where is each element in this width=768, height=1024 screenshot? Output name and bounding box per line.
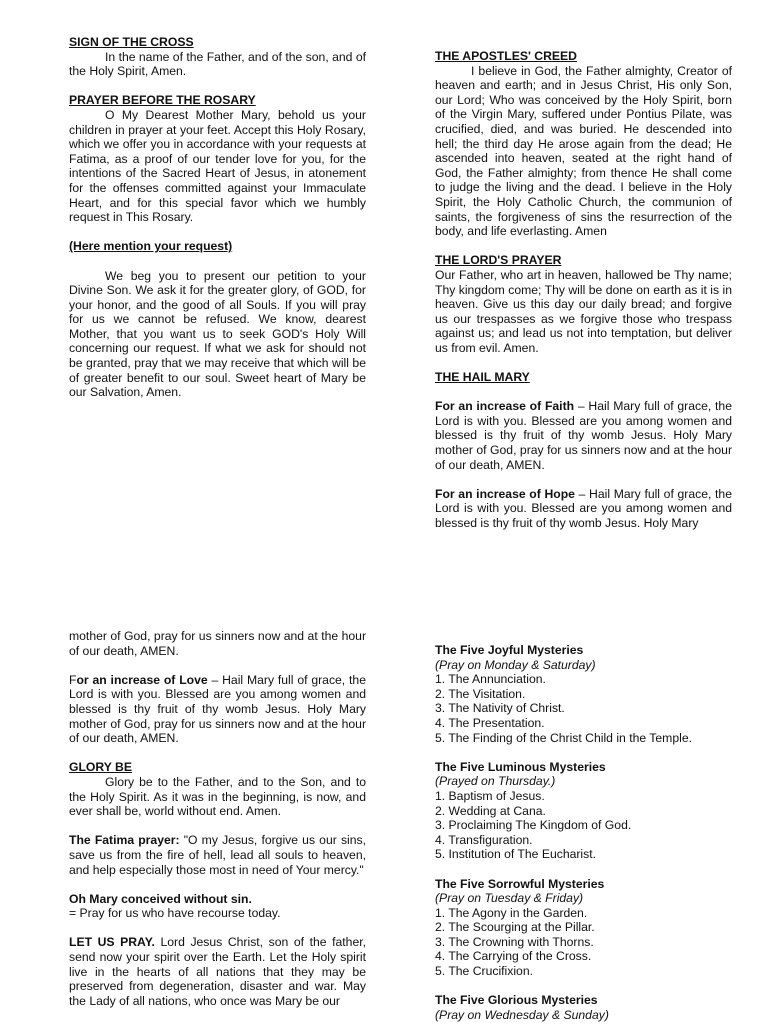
hope-label: For an increase of Hope	[435, 486, 575, 501]
fatima-label: The Fatima prayer:	[69, 833, 180, 848]
bottom-left-column	[69, 629, 366, 1008]
list-item: 4. Transfiguration.	[435, 832, 533, 847]
luminous-title: The Five Luminous Mysteries	[435, 759, 606, 774]
lords-prayer-text: Our Father, who art in heaven, hallowed be Thy name; Thy kingdom come; Thy will be done on earth as it is in heaven. Give us this day our daily bread; and forgive us our trespasses as we forgive those who trespass against us; and lead us not into temptation, but deliver us from evil. Amen.	[435, 267, 732, 355]
list-item: 5. The Finding of the Christ Child in the Temple.	[435, 730, 692, 745]
sorrowful-days: (Pray on Tuesday & Friday)	[435, 891, 584, 906]
prayer-rosary-text: O My Dearest Mother Mary, behold us your children in prayer at your feet. Accept this Holy Rosary, which we offer you in accordance with your requests at Fatima, as a proof of our tender love for you, for the intentions of the Sacred Heart of Jesus, in atonement for the offenses committed against your Immaculate Heart, and for this special favor which we humbly request in This Rosary.	[69, 107, 366, 225]
creed-text: I believe in God, the Father almighty, Creator of heaven and earth; and in Jesus Christ, His only Son, our Lord; Who was conceived by the Holy Spirit, born of the Virgin Mary, suffered under Pontius Pilate, was crucified, died, and was buried. He descended into hell; the third day He arose again from the dead; He ascended into heaven, seated at the right hand of God, the Father almighty; from thence He shall come to judge the living and the dead. I believe in the Holy Spirit, the Holy Catholic Church, the communion of saints, the forgiveness of sins the resurrection of the body, and life everlasting. Amen	[435, 63, 732, 239]
let-us-pray-text: Lord Jesus Christ, son of the father, send now your spirit over the Earth. Let the Holy spirit live in the hearts of all nations that they may be preserved from degeneration, disaster and war. May the Lady of all nations, who once was Mary be our	[69, 935, 367, 1008]
sign-of-cross-heading: SIGN OF THE CROSS	[69, 35, 194, 49]
conceived-text: Oh Mary conceived without sin.	[69, 891, 252, 906]
conceived-response: = Pray for us who have recourse today.	[69, 906, 281, 921]
glorious-days: (Pray on Wednesday & Sunday)	[435, 1007, 609, 1022]
faith-text: – Hail Mary full of grace, the Lord is with you. Blessed are you among women and blessed is thy fruit of thy womb Jesus. Holy Mary mother of God, pray for us sinners now and at the hour of our death, AMEN.	[435, 399, 732, 472]
list-item: 3. The Nativity of Christ.	[435, 701, 565, 716]
glory-heading: GLORY BE	[69, 760, 132, 775]
list-item: 3. The Crowning with Thorns.	[435, 934, 594, 949]
lords-prayer-heading: THE LORD'S PRAYER	[435, 253, 562, 268]
list-item: 1. Baptism of Jesus.	[435, 788, 545, 803]
top-left-column	[69, 35, 366, 400]
list-item: 2. The Visitation.	[435, 686, 526, 701]
fatima-text: "O my Jesus, forgive us our sins, save us from the fire of hell, lead all souls to heaven, and help especially those most in need of Your mercy."	[69, 833, 367, 877]
conceived-line	[69, 892, 366, 907]
glorious-title: The Five Glorious Mysteries	[435, 993, 598, 1008]
glory-text: Glory be to the Father, and to the Son, and to the Holy Spirit. As it was in the beginning, is now, and ever shall be, world without end. Amen.	[69, 774, 366, 819]
request-note: (Here mention your request)	[69, 239, 233, 254]
love-paragraph	[69, 673, 366, 746]
list-item: 5. The Crucifixion.	[435, 964, 533, 979]
list-item: 2. Wedding at Cana.	[435, 803, 546, 818]
joyful-days: (Pray on Monday & Saturday)	[435, 657, 596, 672]
joyful-title: The Five Joyful Mysteries	[435, 643, 584, 657]
fatima-paragraph	[69, 833, 366, 877]
love-label: or an increase of Love	[76, 672, 208, 687]
creed-heading: THE APOSTLES' CREED	[435, 49, 577, 63]
sign-of-cross-text: In the name of the Father, and of the son, and of the Holy Spirit, Amen.	[69, 49, 366, 79]
bottom-right-column	[435, 643, 732, 1022]
prayer-rosary-heading: PRAYER BEFORE THE ROSARY	[69, 93, 256, 108]
list-item: 2. The Scourging at the Pillar.	[435, 920, 595, 935]
faith-label: For an increase of Faith	[435, 399, 575, 414]
top-right-column	[435, 49, 732, 531]
love-text: – Hail Mary full of grace, the Lord is with you. Blessed are you among women and blessed is thy fruit of thy womb Jesus. Holy Mary mother of God, pray for us sinners now and at the hour of our death, AMEN.	[69, 672, 366, 746]
list-item: 1. The Agony in the Garden.	[435, 905, 588, 920]
petition-text: We beg you to present our petition to your Divine Son. We ask it for the greater glory, of GOD, for your honor, and the good of all Souls. If you will pray for us we cannot be refused. We know, dearest Mother, that you want us to seek GOD's Holy Will concerning our request. If what we ask for should not be granted, pray that we may receive that which will be of greater benefit to our soul. Sweet heart of Mary be our Salvation, Amen.	[69, 268, 366, 400]
list-item: 3. Proclaiming The Kingdom of God.	[435, 818, 632, 833]
list-item: 1. The Annunciation.	[435, 672, 546, 687]
list-item: 4. The Carrying of the Cross.	[435, 949, 592, 964]
luminous-days: (Prayed on Thursday.)	[435, 774, 556, 789]
list-item: 5. Institution of The Eucharist.	[435, 847, 597, 862]
love-prefix: F	[69, 672, 77, 687]
let-us-pray-paragraph	[69, 935, 366, 1008]
hope-text: – Hail Mary full of grace, the Lord is with you. Blessed are you among women and blessed is thy fruit of thy womb Jesus. Holy Mary	[435, 486, 732, 530]
hail-mary-heading: THE HAIL MARY	[435, 370, 530, 385]
faith-paragraph	[435, 399, 732, 472]
let-us-pray-label: LET US PRAY.	[69, 935, 155, 950]
hope-paragraph	[435, 487, 732, 531]
sorrowful-title: The Five Sorrowful Mysteries	[435, 876, 605, 891]
hope-continued-text: mother of God, pray for us sinners now and at the hour of our death, AMEN.	[69, 629, 366, 658]
list-item: 4. The Presentation.	[435, 715, 545, 730]
